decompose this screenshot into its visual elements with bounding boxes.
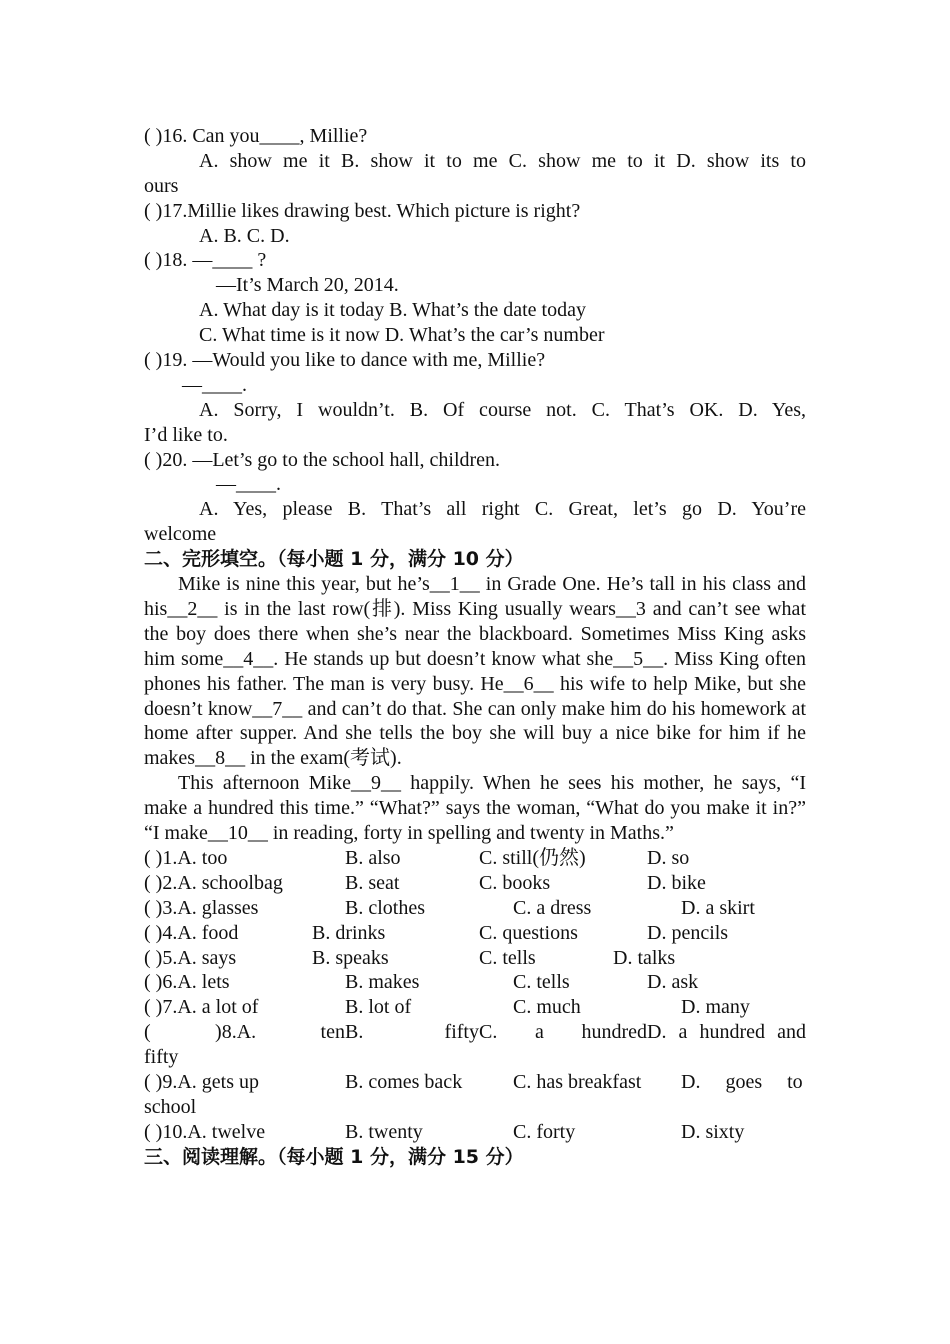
question-16-options-wrap: ours	[144, 174, 179, 197]
question-19-options: A. Sorry, I wouldn’t. B. Of course not. C. That’s OK. D. Yes,	[199, 398, 806, 421]
option-c: C. a dress	[513, 896, 592, 919]
option-b: B. speaks	[312, 946, 389, 969]
question-18-options-cd: C. What time is it now D. What’s the car’s number	[199, 324, 605, 347]
option-b: B. clothes	[345, 896, 425, 919]
option-b: B. comes back	[345, 1071, 463, 1094]
cloze-option-row	[144, 921, 806, 946]
question-16-stem: ( )16. Can you____, Millie?	[144, 125, 368, 147]
cloze-option-row	[144, 970, 806, 995]
option-b: B. twenty	[345, 1120, 423, 1143]
option-d: D. sixty	[681, 1120, 745, 1143]
option-d: D. a hundred and	[647, 1021, 806, 1044]
option-c: C. questions	[479, 921, 578, 944]
section-3-heading: 三、阅读理解。（每小题 1 分，满分 15 分）	[144, 1145, 524, 1168]
option-a: ( )6.A. lets	[144, 971, 230, 994]
question-20-options-wrap: welcome	[144, 523, 217, 546]
option-b: B. fifty	[345, 1021, 479, 1044]
option-b: B. also	[345, 847, 401, 869]
option-c: C. a hundred	[479, 1021, 647, 1044]
exam-page	[144, 124, 806, 1170]
cloze-option-row	[144, 1120, 806, 1145]
cloze-paragraph-1: Mike is nine this year, but he’s__1__ in Grade One. He’s tall in his class and his__2__ is in the last row(排). Miss King usually wears__3 and can’t see what the boy does there when she’s near the blackboard. Sometimes Miss King asks him some__4__. He stands up but doesn’t know what she__5__. Miss King often phones his father. The man is very busy. He__6__ his wife to help Mike, but she doesn’t know__7__ and can’t do that. She can only make him do his homework at home after supper. And she tells the boy she will buy a nice bike for him if he makes__8__ in the exam(考试).	[144, 573, 806, 770]
option-a: ( )5.A. says	[144, 946, 237, 969]
option-c: C. tells	[479, 946, 536, 969]
question-17-stem: ( )17.Millie likes drawing best. Which picture is right?	[144, 199, 581, 222]
option-d: D. talks	[613, 946, 676, 969]
question-18-response: —It’s March 20, 2014.	[216, 274, 399, 297]
option-d-wrap: fifty	[144, 1046, 179, 1069]
option-d: D. so	[647, 847, 690, 869]
option-d: D. many	[681, 996, 750, 1019]
option-a: ( )1.A. too	[144, 847, 228, 869]
option-d: D. ask	[647, 971, 699, 994]
option-b: B. lot of	[345, 996, 412, 1019]
question-16-options: A. show me it B. show it to me C. show me to it D. show its to	[199, 149, 806, 172]
cloze-paragraph-2: This afternoon Mike__9__ happily. When he sees his mother, he says, “I make a hundred this time.” “What?” says the woman, “What do you make it in?” “I make__10__ in reading, forty in spelling and twenty in Maths.”	[144, 772, 806, 845]
option-c: C. has breakfast	[513, 1071, 642, 1094]
section-2-heading: 二、完形填空。（每小题 1 分，满分 10 分）	[144, 548, 524, 571]
option-a: ( )9.A. gets up	[144, 1071, 259, 1094]
cloze-option-row	[144, 871, 806, 896]
option-a: ( )7.A. a lot of	[144, 996, 259, 1019]
cloze-option-row	[144, 896, 806, 921]
option-d: D. pencils	[647, 921, 729, 944]
option-c: C. still(仍然)	[479, 847, 586, 869]
question-20-stem: ( )20. —Let’s go to the school hall, children.	[144, 448, 501, 471]
option-a: ( )3.A. glasses	[144, 896, 259, 919]
question-19-options-wrap: I’d like to.	[144, 423, 228, 446]
question-18-options-ab: A. What day is it today B. What’s the date today	[199, 299, 586, 322]
question-19-response: —____.	[182, 373, 247, 396]
cloze-option-row	[144, 846, 806, 871]
option-d-wrap: school	[144, 1095, 197, 1118]
question-19-stem: ( )19. —Would you like to dance with me, Millie?	[144, 349, 546, 372]
option-c: C. forty	[513, 1120, 576, 1143]
option-b: B. drinks	[312, 921, 386, 944]
cloze-option-row	[144, 946, 806, 971]
option-c: C. tells	[513, 971, 570, 994]
option-d: D. a skirt	[681, 896, 755, 919]
option-a: ( )2.A. schoolbag	[144, 871, 283, 894]
option-c: C. books	[479, 871, 551, 894]
option-b: B. seat	[345, 871, 400, 894]
option-d: D. goes to	[681, 1071, 803, 1094]
cloze-option-row	[144, 1020, 806, 1045]
question-18-stem: ( )18. —____ ?	[144, 249, 267, 272]
option-a: ( )8.A. ten	[144, 1021, 345, 1044]
cloze-option-row	[144, 995, 806, 1020]
question-20-response: —____.	[216, 473, 281, 496]
option-a: ( )10.A. twelve	[144, 1120, 266, 1143]
option-b: B. makes	[345, 971, 420, 994]
question-20-options: A. Yes, please B. That’s all right C. Great, let’s go D. You’re	[199, 498, 806, 521]
question-17-options: A. B. C. D.	[199, 224, 290, 247]
cloze-option-row	[144, 1070, 806, 1095]
option-d: D. bike	[647, 871, 706, 894]
option-a: ( )4.A. food	[144, 921, 239, 944]
option-c: C. much	[513, 996, 581, 1019]
